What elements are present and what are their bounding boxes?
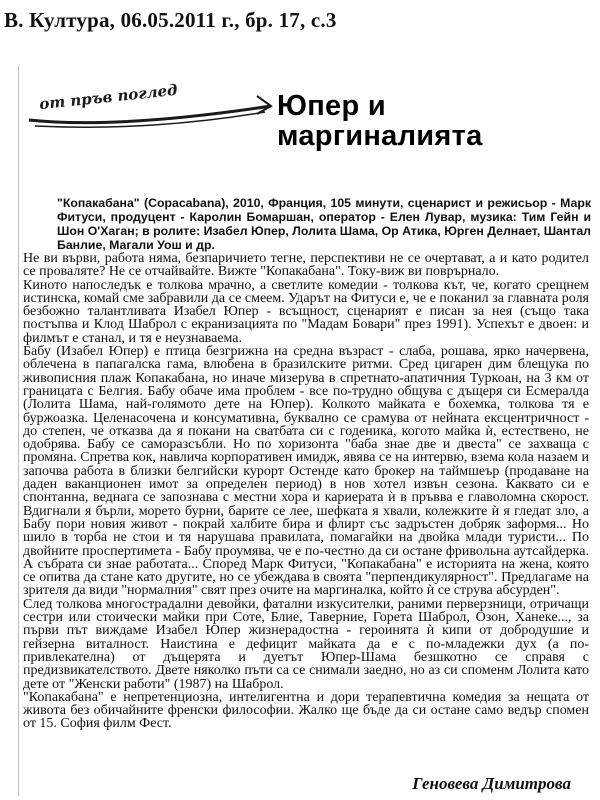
paragraph: След толкова многострадални девойки, фатални изкусителки, раними перверзници, отричащи сестри или стоически майки при Соте, Блие, Таверние, Горета Шаброл, Озон, Ханеке..., за първи път виждаме Изабел Юпер жизнерадостна - героинята ѝ кипи от добродушие и гейзерна виталност. Наистина е дефицит майката да е с по-младежки дух (а по-привлекателна) от дъщерята и дуетът Юпер-Шама безшкотно се справя с предизвикателството. Двете няколко пъти са се снимали заедно, но аз си споменм Лолита като дете от "Женски работи" (1987) на Шаброл.: [23, 596, 589, 692]
paragraph: Бабу (Изабел Юпер) е птица безгрижна на средна възраст - слаба, рошава, ярко начервена, облечена в папагалска гама, влюбена в бразилските ритми. Сред цигарен дим блещука по живописния плаж Копакабана, но иначе мизерува в спретнато-апатичния Туркоан, на 3 км от границата с Белгия. Бабу обаче има проблем - все по-трудно общува с дъщеря си Есмералда (Лолита Шама, най-голямото дете на Юпер). Колкото майката е бохемка, толкова тя е буржоазка. Целенасочена и консумативна, буквално се срамува от нейната ексцентричност - до степен, че отказва да я покани на сватбата си с годеника, когото майка ѝ, естествено, не одобрява. Бабу се саморазсъбли. Но по хоризонта "баба знае две и двеста" се захваща с промяна. Спретва кок, навлича корпоративен имидж, явява се на интервю, взема кола назаем и започва работа в близки белгийски курорт Остенде като брокер на таймшеър (продаване на даден ваканционен имот за определен период) в нов хотел извън сезона. Каквато си е спонтанна, веднага се запознава с местни хора и кариерата ѝ в пръвва е главоломна скорост. Вдигнали я бърли, морето бурни, барите се лее, шефката я хвали, колежките ѝ я гледат зло, а Бабу пори новия живот - покрай халбите бира и флирт със задръстен добряк заформя... Но шило в торба не стои и тя нарушава правилата, помагайки на двойка млади туристи... По двойните проспертимета - Бабу проумява, че е по-честно да си остане фривольна аутсайдерка. А събрата си знае работата... Според Марк Фитуси, "Копакабана" е историята на жена, която се опитва да стане като другите, но се убеждава в своята "перпендикулярност". Предлагаме на зрителя да види "нормалния" свят през очите на маргиналка, който ѝ се струва абсурден".: [23, 344, 589, 599]
rubric-badge: [25, 80, 275, 132]
article-body: [23, 252, 589, 792]
paragraph: Не ви върви, работа няма, безпаричието тегне, перспективи не се очертават, а и като родител се проваляте? Не се отчайвайте. Вижте "Копакабана". Току-виж ви поврърнало.: [23, 252, 589, 280]
rubric-label: от пръв поглед: [38, 80, 179, 114]
headline: Юпер и маргиналията: [277, 90, 483, 153]
paragraph: Киното напоследък е толкова мрачно, а светлите комедии - толкова кът, че, когато срещнем истинска, комай сме забравили да се смеем. Ударът на Фитуси е, че е поканил за главната роля безбожно талантливата Изабел Юпер - всъщност, сценарият е писан за нея (също така постъпва и Клод Шаброл с екранизацията по "Мадам Бовари" през 1991). Успехът е двоен: и филмът е станал, и тя е неузнаваема.: [23, 277, 589, 346]
author-byline: Геновева Димитрова: [412, 774, 571, 793]
article: [18, 66, 591, 796]
film-credits: "Копакабана" (Copacabana), 2010, Франция, 105 минути, сценарист и режисьор - Марк Фитуси, продуцент - Каролин Бомаршан, оператор - Елен Лувар, музика: Тим Гейн и Шон О'Хаган; в ролите: Изабел Юпер, Лолита Шама, Ор Атика, Юрген Делнает, Шантал Банлие, Магали Уош и др.: [57, 196, 591, 252]
source-line: В. Култура, 06.05.2011 г., бр. 17, с.3: [4, 8, 337, 32]
paragraph: "Копакабана" е непретенциозна, интелигентна и дори терапевтична комедия за нещата от живота без обичайните френски философии. Жалко ще бъде да си остане само ведър спомен от 15. София филм Фест.: [23, 689, 589, 732]
